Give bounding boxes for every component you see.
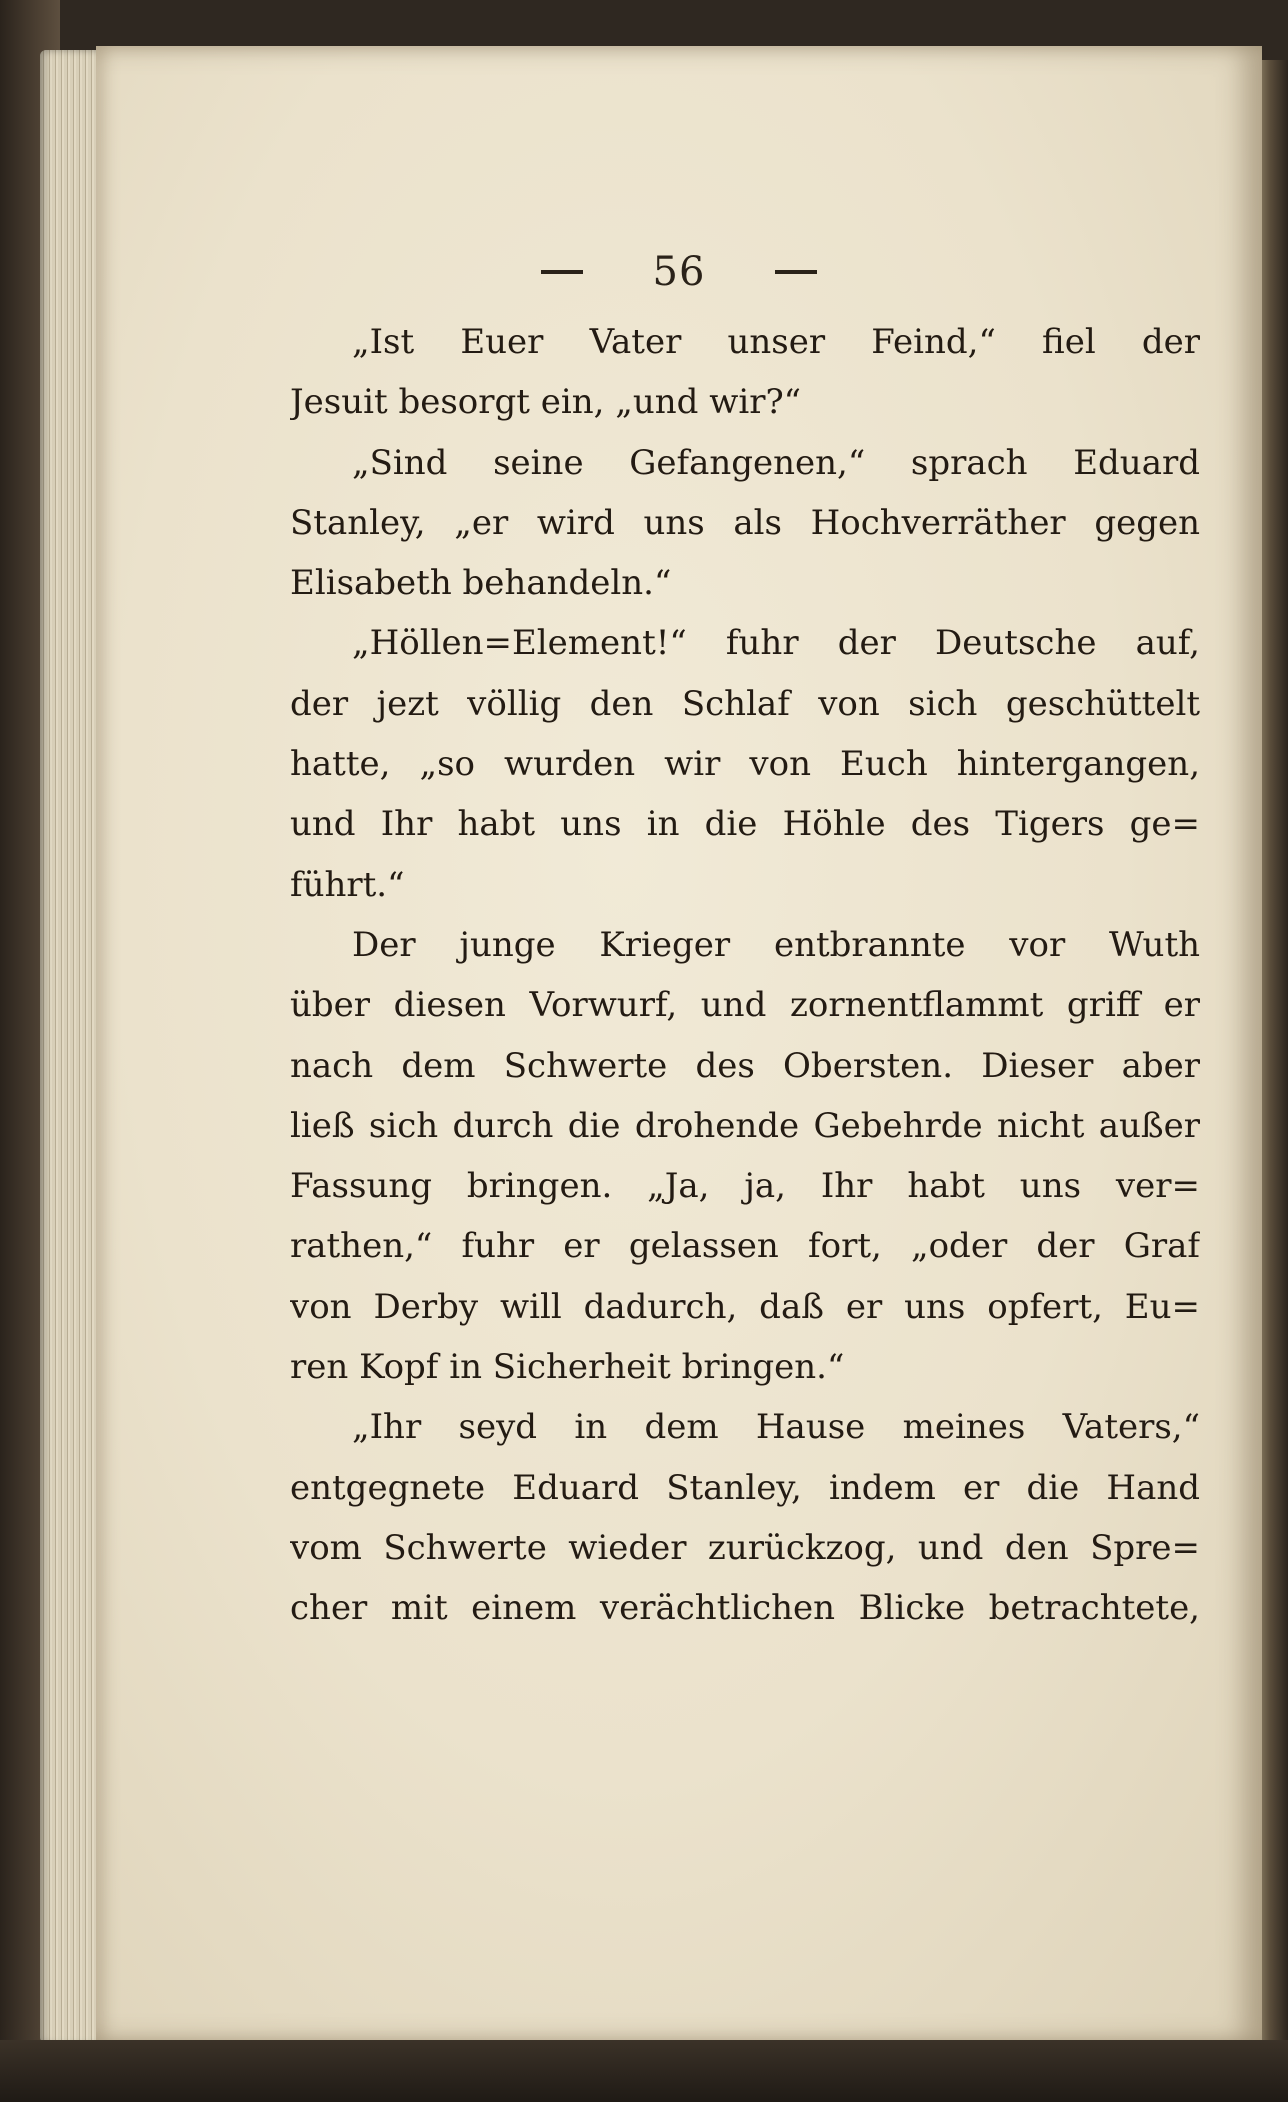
book-cover-bottom	[0, 2040, 1288, 2102]
text-line: „Sind seine Gefangenen,“ sprach Eduard	[352, 442, 1200, 483]
header-dash-left	[541, 270, 583, 274]
body-text	[290, 312, 1200, 1639]
text-line: „Höllen=Element!“ fuhr der Deutsche auf,	[352, 623, 1200, 664]
text-line: Fassung bringen. „Ja, ja, Ihr habt uns ver=	[290, 1166, 1200, 1207]
page-number: 56	[652, 249, 706, 295]
page-stack-edges	[40, 50, 102, 2045]
header-dash-right	[775, 270, 817, 274]
text-line: von Derby will dadurch, daß er uns opfert, Eu=	[290, 1286, 1200, 1327]
text-line: cher mit einem verächtlichen Blicke betrachtete,	[290, 1588, 1200, 1629]
text-line: „Ist Euer Vater unser Feind,“ fiel der	[352, 322, 1200, 362]
text-line: über diesen Vorwurf, und zornentflammt griff er	[290, 985, 1200, 1026]
text-line: Jesuit besorgt ein, „und wir?“	[290, 382, 802, 423]
text-line: „Ihr seyd in dem Hause meines Vaters,“	[352, 1407, 1200, 1448]
text-line: Stanley, „er wird uns als Hochverräther gegen	[290, 502, 1200, 543]
text-line: führt.“	[290, 864, 405, 905]
text-line: rathen,“ fuhr er gelassen fort, „oder der Graf	[290, 1226, 1200, 1267]
text-line: nach dem Schwerte des Obersten. Dieser aber	[290, 1045, 1200, 1086]
text-line: und Ihr habt uns in die Höhle des Tigers ge=	[290, 804, 1200, 845]
page-header	[96, 246, 1262, 306]
text-line: ließ sich durch die drohende Gebehrde nicht außer	[290, 1105, 1200, 1146]
text-line: Der junge Krieger entbrannte vor Wuth	[352, 924, 1200, 965]
text-line: der jezt völlig den Schlaf von sich geschüttelt	[290, 683, 1200, 724]
text-line: Elisabeth behandeln.“	[290, 563, 672, 604]
text-line: ren Kopf in Sicherheit bringen.“	[290, 1347, 845, 1388]
text-line: hatte, „so wurden wir von Euch hintergangen,	[290, 744, 1200, 785]
facing-page-edge	[1258, 60, 1288, 2040]
text-line: vom Schwerte wieder zurückzog, und den Spre=	[290, 1527, 1200, 1568]
text-line: entgegnete Eduard Stanley, indem er die Hand	[290, 1467, 1200, 1508]
